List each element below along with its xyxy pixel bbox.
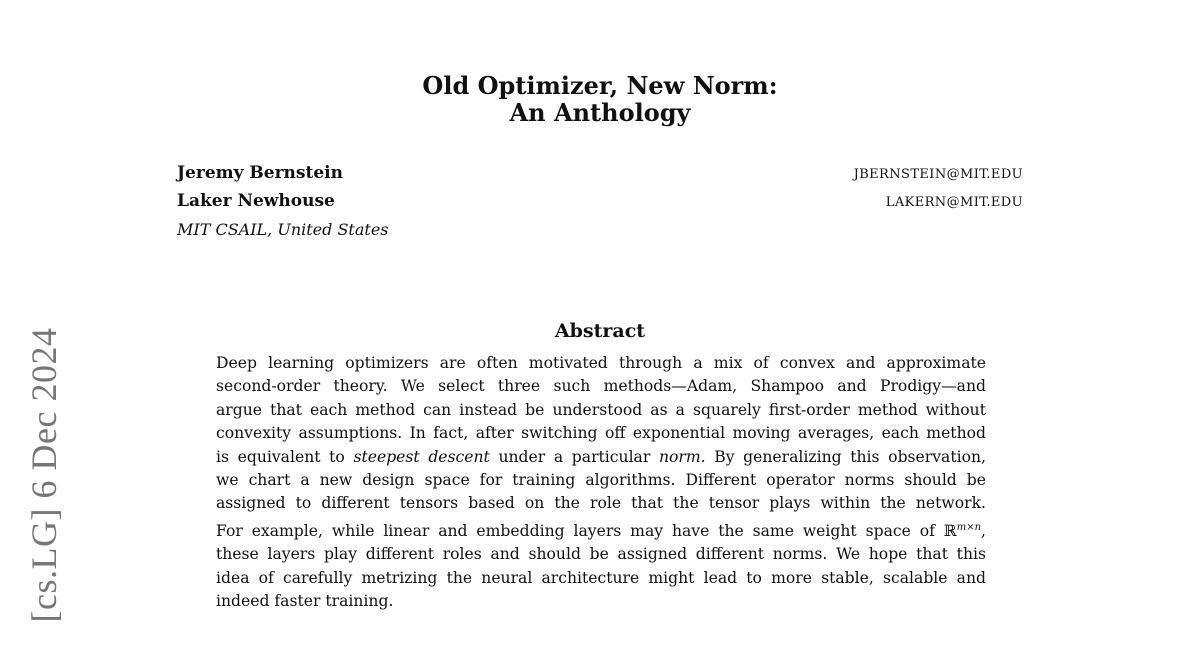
abstract-body	[216, 352, 986, 614]
abstract-line: idea of carefully metrizing the neural architecture might lead to more stable, scalable and	[216, 568, 986, 587]
abstract-text: ,	[981, 522, 986, 541]
abstract-text: By generalizing this observation,	[705, 447, 986, 466]
abstract-line: indeed faster training.	[216, 592, 394, 611]
affiliation: MIT CSAIL, United States	[177, 220, 389, 239]
author-row	[177, 160, 1023, 188]
author-name: Jeremy Bernstein	[177, 163, 343, 183]
arxiv-side-stamp: [cs.LG] 6 Dec 2024	[24, 327, 64, 623]
abstract-line	[216, 446, 986, 469]
author-email[interactable]: LAKERN@MIT.EDU	[885, 195, 1023, 210]
abstract-line: these layers play different roles and should be assigned different norms. We hope that this	[216, 545, 986, 564]
abstract-line: argue that each method can instead be understood as a squarely first-order method without	[216, 400, 986, 419]
abstract-emphasis: norm.	[658, 447, 706, 466]
abstract-heading: Abstract	[554, 320, 646, 342]
author-block	[177, 160, 1023, 243]
abstract-line: second-order theory. We select three such methods—Adam, Shampoo and Prodigy—and	[216, 377, 986, 396]
abstract-text: is equivalent to	[216, 447, 354, 466]
abstract-line: convexity assumptions. In fact, after switching off exponential moving averages, each method	[216, 424, 986, 443]
abstract-line: we chart a new design space for training algorithms. Different operator norms should be	[216, 471, 986, 490]
author-name: Laker Newhouse	[177, 191, 335, 211]
abstract-text: For example, while linear and embedding layers may have the same weight space of ℝ	[216, 522, 957, 541]
abstract-text: under a particular	[489, 447, 659, 466]
paper-title	[0, 72, 1200, 126]
abstract-emphasis: steepest descent	[353, 447, 490, 466]
abstract-line	[216, 516, 986, 544]
title-line-2: An Anthology	[509, 98, 691, 127]
abstract-line: Deep learning optimizers are often motivated through a mix of convex and approximate	[216, 354, 986, 372]
title-line-1: Old Optimizer, New Norm:	[422, 71, 778, 100]
author-email[interactable]: JBERNSTEIN@MIT.EDU	[853, 167, 1023, 182]
author-row	[177, 188, 1023, 216]
abstract-line: assigned to different tensors based on the role that the tensor plays within the network.	[216, 494, 986, 513]
math-superscript: m×n	[956, 521, 982, 533]
